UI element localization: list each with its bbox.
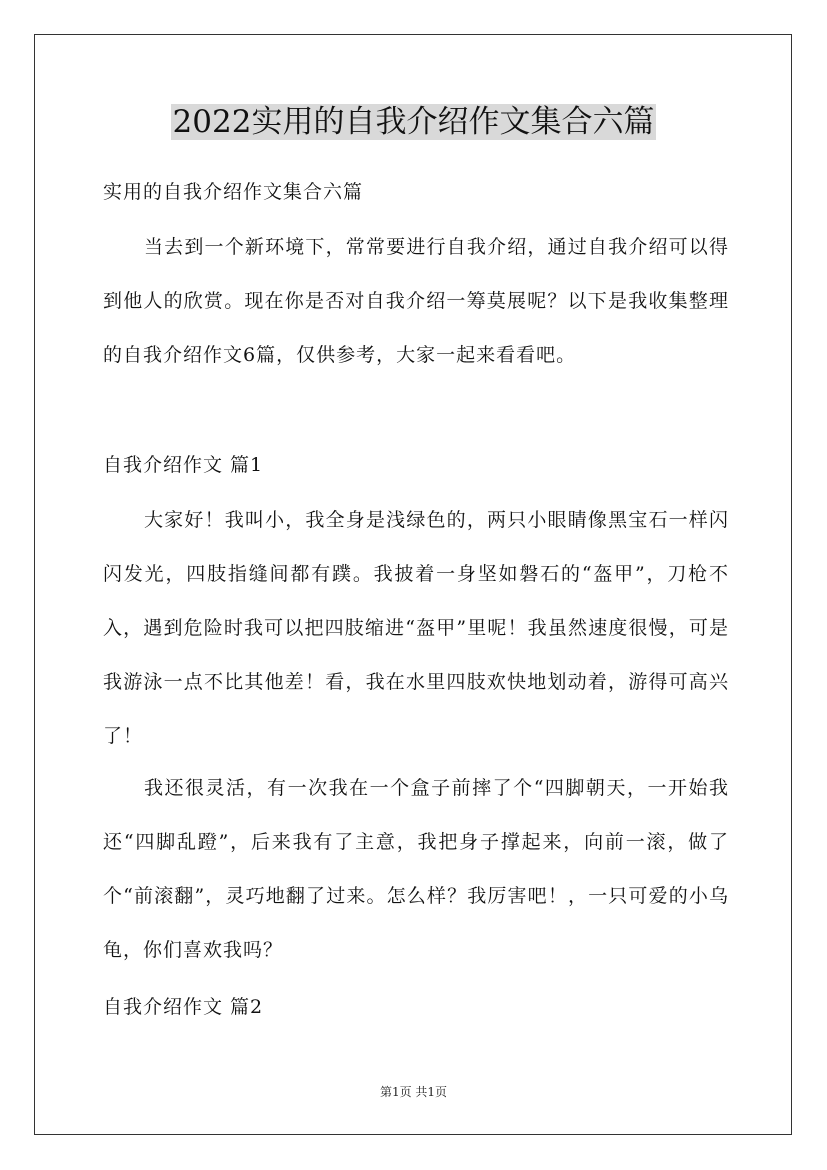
section-1-paragraph-1: 大家好！我叫小，我全身是浅绿色的，两只小眼睛像黑宝石一样闪闪发光，四肢指缝间都有蹼。我披着一身坚如磐石的“盔甲”，刀枪不入，遇到危险时我可以把四肢缩进“盔甲”里呢！我虽然速度很慢，可是我游泳一点不比其他差！看，我在水里四肢欢快地划动着，游得可高兴了！ <box>103 509 729 747</box>
section-heading-2: 自我介绍作文 篇2 <box>103 996 264 1018</box>
section-heading-1: 自我介绍作文 篇1 <box>103 454 264 476</box>
document-subtitle: 实用的自我介绍作文集合六篇 <box>103 181 364 203</box>
intro-paragraph: 当去到一个新环境下，常常要进行自我介绍，通过自我介绍可以得到他人的欣赏。现在你是否对自我介绍一筹莫展呢？以下是我收集整理的自我介绍作文6篇，仅供参考，大家一起来看看吧。 <box>103 236 729 366</box>
document-title <box>0 102 827 142</box>
page-number-footer: 第1页 共1页 <box>379 1085 448 1099</box>
document-title-text: 2022实用的自我介绍作文集合六篇 <box>172 104 655 140</box>
section-1-paragraph-2: 我还很灵活，有一次我在一个盒子前摔了个“四脚朝天，一开始我还“四脚乱蹬”，后来我有了主意，我把身子撑起来，向前一滚，做了个“前滚翻”，灵巧地翻了过来。怎么样？我厉害吧！，一只可爱的小乌龟，你们喜欢我吗？ <box>103 777 729 961</box>
